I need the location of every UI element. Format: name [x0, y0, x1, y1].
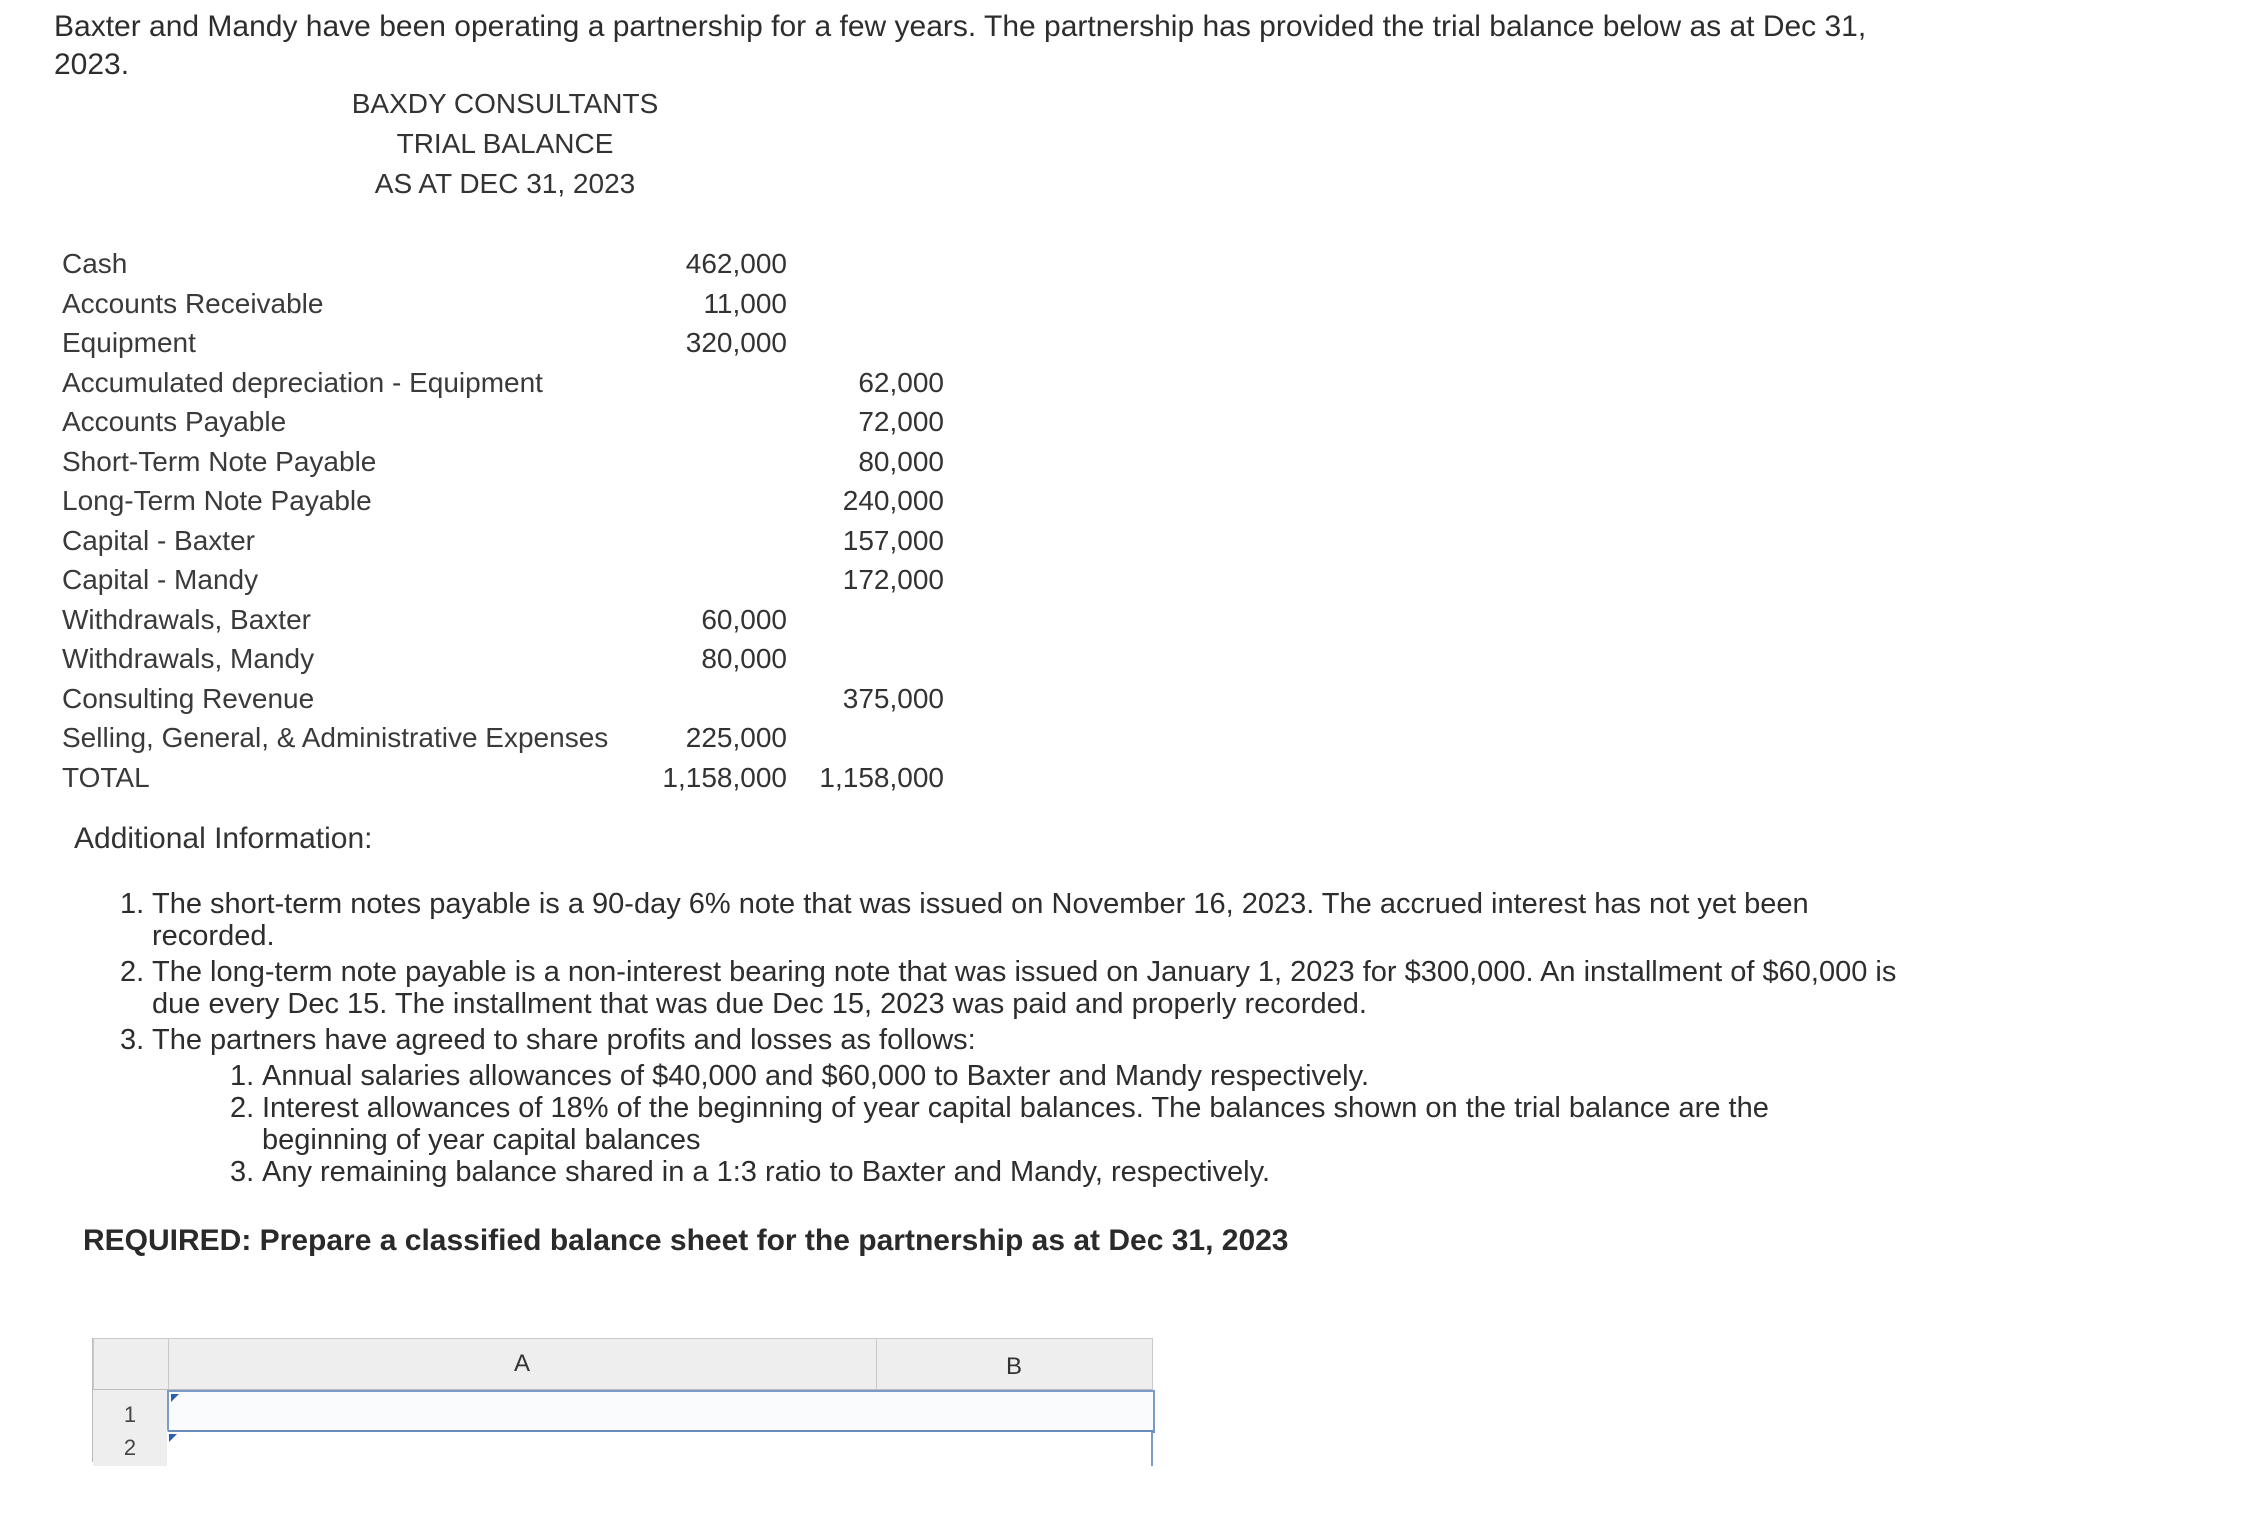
- list-item: 2. Interest allowances of 18% of the beginning of year capital balances. The balances shown on the trial balance are the beginning of year capital balances: [230, 1092, 1769, 1156]
- additional-info-list: [120, 888, 1900, 1188]
- note-text: The partners have agreed to share profits and losses as follows:: [152, 1024, 976, 1056]
- table-row: [62, 323, 962, 363]
- account-name: Capital - Baxter: [62, 524, 255, 556]
- statement-title: TRIAL BALANCE: [396, 128, 614, 159]
- answer-spreadsheet: [92, 1338, 1153, 1462]
- statement-heading: [340, 84, 670, 204]
- account-name: Capital - Mandy: [62, 564, 259, 595]
- table-row: [62, 600, 962, 640]
- trial-balance-table: [62, 244, 962, 797]
- debit-amount: 11,000: [703, 287, 787, 319]
- credit-amount: 80,000: [858, 445, 944, 477]
- account-name: Consulting Revenue: [62, 682, 315, 714]
- cell-marker-icon: [171, 1394, 179, 1402]
- account-name: Accumulated depreciation - Equipment: [62, 366, 543, 398]
- column-header-a[interactable]: A: [168, 1339, 877, 1389]
- note-text: Any remaining balance shared in a 1:3 ratio to Baxter and Mandy, respectively.: [262, 1156, 1271, 1188]
- table-row: [62, 402, 962, 442]
- table-row: [62, 284, 962, 324]
- account-name: Equipment: [62, 327, 196, 358]
- account-name: Cash: [62, 248, 128, 279]
- cell-marker-icon: [169, 1434, 177, 1442]
- credit-amount: 157,000: [842, 524, 944, 556]
- credit-total: 1,158,000: [819, 761, 944, 793]
- list-item: 1. Annual salaries allowances of $40,000 and $60,000 to Baxter and Mandy respectively.: [230, 1060, 1369, 1092]
- additional-info-title: Additional Information:: [74, 822, 373, 855]
- account-name: Long-Term Note Payable: [62, 485, 372, 516]
- required-instruction: REQUIRED: Prepare a classified balance sheet for the partnership as at Dec 31, 2023: [83, 1224, 1289, 1257]
- table-row: [62, 639, 962, 679]
- debit-total: 1,158,000: [662, 761, 787, 793]
- row-1-cell[interactable]: [167, 1390, 1155, 1433]
- credit-amount: 375,000: [842, 682, 944, 714]
- table-row: [62, 679, 962, 719]
- credit-amount: 72,000: [858, 406, 944, 437]
- note-text: Interest allowances of 18% of the beginning of year capital balances. The balances shown on the trial balance are the beginning of year capital balances: [262, 1092, 1769, 1156]
- note-text: Annual salaries allowances of $40,000 and $60,000 to Baxter and Mandy respectively.: [262, 1060, 1369, 1092]
- company-name: BAXDY CONSULTANTS: [351, 88, 659, 119]
- debit-amount: 462,000: [685, 248, 787, 279]
- table-row: [62, 244, 962, 284]
- table-row: [62, 521, 962, 561]
- credit-amount: 240,000: [842, 485, 944, 516]
- debit-amount: 225,000: [685, 722, 787, 753]
- list-item: 3. Any remaining balance shared in a 1:3 ratio to Baxter and Mandy, respectively.: [230, 1156, 1271, 1188]
- row-header-1[interactable]: 1: [93, 1390, 168, 1430]
- select-all-corner[interactable]: [94, 1339, 169, 1389]
- account-name: TOTAL: [62, 761, 150, 793]
- account-name: Withdrawals, Mandy: [62, 643, 315, 674]
- account-name: Accounts Payable: [62, 406, 287, 437]
- table-row: [62, 481, 962, 521]
- credit-amount: 62,000: [858, 366, 944, 398]
- note-text: The short-term notes payable is a 90-day 6% note that was issued on November 16, 2023. The accrued interest has not yet been recorded.: [152, 888, 1809, 952]
- note-text: The long-term note payable is a non-interest bearing note that was issued on January 1, 2023 for $300,000. An installment of $60,000 is due every Dec 15. The installment that was due Dec 15, 2023 was paid and properly recorded.: [152, 956, 1897, 1020]
- column-header-row: [93, 1338, 1153, 1391]
- table-row: [62, 442, 962, 482]
- sub-list: [120, 1060, 1900, 1188]
- list-item: 3. The partners have agreed to share profits and losses as follows:: [120, 1024, 976, 1056]
- account-name: Accounts Receivable: [62, 287, 324, 319]
- intro-text: Baxter and Mandy have been operating a partnership for a few years. The partnership has provided the trial balance below as at Dec 31, 2023.: [54, 10, 1867, 81]
- credit-amount: 172,000: [842, 564, 944, 595]
- total-row: [62, 758, 962, 798]
- statement-date: AS AT DEC 31, 2023: [374, 168, 636, 199]
- list-item: 1. The short-term notes payable is a 90-day 6% note that was issued on November 16, 2023. The accrued interest has not yet been recorded.: [120, 888, 1809, 952]
- column-header-b[interactable]: B: [1005, 1353, 1022, 1380]
- debit-amount: 320,000: [685, 327, 787, 358]
- account-name: Short-Term Note Payable: [62, 445, 377, 477]
- debit-amount: 80,000: [701, 643, 787, 674]
- table-row: [62, 363, 962, 403]
- account-name: Selling, General, & Administrative Expenses: [62, 722, 609, 753]
- table-row: [62, 560, 962, 600]
- table-row: [62, 718, 962, 758]
- row-2-cell[interactable]: [167, 1432, 1153, 1466]
- debit-amount: 60,000: [701, 603, 787, 635]
- list-item: 2. The long-term note payable is a non-interest bearing note that was issued on January 1, 2023 for $300,000. An installment of $60,000 is due every Dec 15. The installment that was due Dec 15, 2023 was paid and properly recorded.: [120, 956, 1897, 1020]
- account-name: Withdrawals, Baxter: [62, 603, 311, 635]
- row-header-2[interactable]: 2: [93, 1430, 168, 1466]
